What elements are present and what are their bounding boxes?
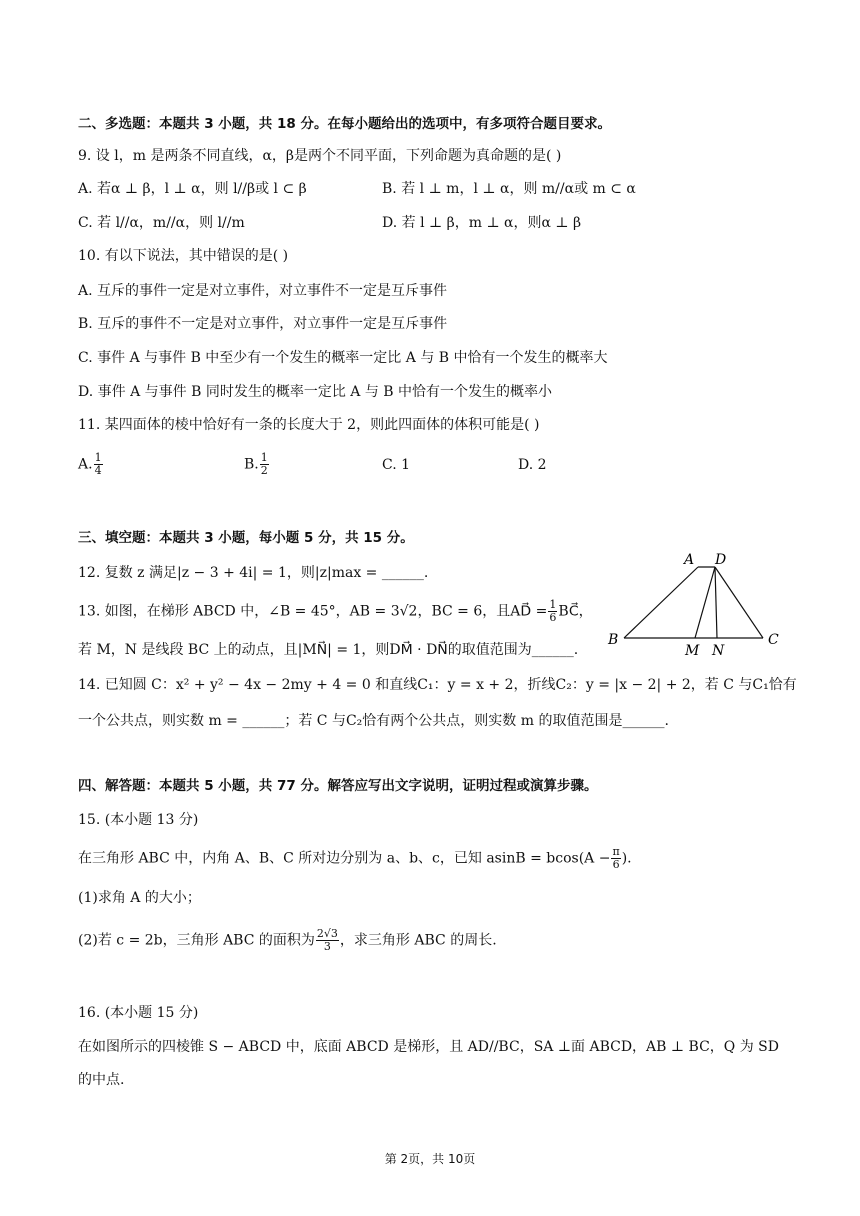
fraction-denominator: 3 [323,940,331,953]
question-13-line1 [78,599,593,624]
question-15-head: 15. (本小题 13 分) [78,812,199,828]
question-15-part1: (1)求角 A 的大小； [78,890,201,906]
fraction-one-quarter [94,452,103,477]
question-14-line1: 14. 已知圆 C：x² + y² − 4x − 2my + 4 = 0 和直线C₁：y = x + 2，折线C₂：y = |x − 2| + 2，若 C 与C₁恰有 [78,677,797,693]
question-9-option-b: B. 若 l ⊥ m，l ⊥ α，则 m//α或 m ⊂ α [382,181,636,197]
question-16-line1: 在如图所示的四棱锥 S − ABCD 中，底面 ABCD 是梯形，且 AD//BC，SA ⊥面 ABCD，AB ⊥ BC，Q 为 SD [78,1039,779,1055]
question-14-line2: 一个公共点，则实数 m = ______；若 C 与C₂恰有两个公共点，则实数 m 的取值范围是______. [78,713,669,729]
question-9-option-c: C. 若 l//α，m//α，则 l//m [78,215,245,231]
section-multiple-choice-title: 二、多选题：本题共 3 小题，共 18 分。在每小题给出的选项中，有多项符合题目要求。 [78,116,611,132]
question-10-option-c: C. 事件 A 与事件 B 中至少有一个发生的概率一定比 A 与 B 中恰有一个发生的概率大 [78,350,608,366]
question-13-pre: 13. 如图，在梯形 ABCD 中，∠B = 45°，AB = 3√2，BC = 6，且AD⃗ = [78,603,548,620]
label-b: B [608,632,619,648]
fraction-denominator: 6 [612,858,620,871]
question-15-stem-pre: 在三角形 ABC 中，内角 A、B、C 所对边分别为 a、b、c，已知 asinB = bcos(A − [78,850,611,867]
question-11-stem: 11. 某四面体的棱中恰好有一条的长度大于 2，则此四面体的体积可能是( ) [78,417,540,433]
page-footer: 第 2页，共 10页 [384,1152,476,1166]
option-b-label: B. [244,456,259,473]
fraction-numerator: 2√3 [316,927,338,940]
trapezoid-figure [600,548,790,660]
segment-dc [715,567,763,638]
option-a-label: A. [78,456,93,473]
question-13-post: BC⃗， [558,603,593,620]
fraction-one-half [260,452,269,477]
label-m: M [685,643,700,659]
question-10-option-b: B. 互斥的事件不一定是对立事件，对立事件一定是互斥事件 [78,316,448,332]
segment-ab [624,567,698,638]
question-15-stem [78,846,632,871]
segment-dn [715,567,717,638]
question-10-option-a: A. 互斥的事件一定是对立事件，对立事件不一定是互斥事件 [78,283,448,299]
question-11-option-c: C. 1 [382,457,411,473]
question-10-option-d: D. 事件 A 与事件 B 同时发生的概率一定比 A 与 B 中恰有一个发生的概率小 [78,384,553,400]
segment-dm [695,567,715,638]
question-9-option-a: A. 若α ⊥ β，l ⊥ α，则 l//β或 l ⊂ β [78,181,307,197]
section-answer-title: 四、解答题：本题共 5 小题，共 77 分。解答应写出文字说明，证明过程或演算步骤。 [78,778,598,794]
question-9-stem: 9. 设 l，m 是两条不同直线，α，β是两个不同平面，下列命题为真命题的是( ) [78,148,562,164]
fraction-numerator: 1 [260,451,268,464]
fraction-area [316,928,339,953]
label-a: A [684,552,695,568]
fraction-numerator: 1 [94,451,102,464]
question-11-option-b [244,452,270,477]
question-15-part2 [78,928,497,953]
question-15-stem-post: ). [621,850,632,867]
question-12-text: 12. 复数 z 满足|z − 3 + 4i| = 1，则|z|max = ______. [78,565,429,581]
question-9-option-d: D. 若 l ⊥ β，m ⊥ α，则α ⊥ β [382,215,582,231]
label-d: D [715,552,727,568]
question-15-part2-pre: (2)若 c = 2b，三角形 ABC 的面积为 [78,932,315,949]
fraction-denominator: 6 [549,611,557,624]
question-11-option-a [78,452,104,477]
question-11-option-d: D. 2 [518,457,547,473]
section-fill-blank-title: 三、填空题：本题共 3 小题，每小题 5 分，共 15 分。 [78,530,414,546]
label-c: C [768,632,779,648]
label-n: N [712,643,725,659]
fraction-numerator: π [612,845,620,858]
question-10-stem: 10. 有以下说法，其中错误的是( ) [78,248,289,264]
question-16-head: 16. (本小题 15 分) [78,1005,199,1021]
fraction-numerator: 1 [549,598,557,611]
question-13-line2: 若 M，N 是线段 BC 上的动点，且|MN⃗| = 1，则DM⃗ · DN⃗的取值范围为______. [78,642,579,658]
question-15-part2-post: ，求三角形 ABC 的周长. [339,932,497,949]
question-16-line2: 的中点. [78,1072,125,1088]
fraction-denominator: 4 [94,464,102,477]
fraction-pi-over-six [611,846,620,871]
fraction-denominator: 2 [260,464,268,477]
fraction-one-sixth [548,599,557,624]
